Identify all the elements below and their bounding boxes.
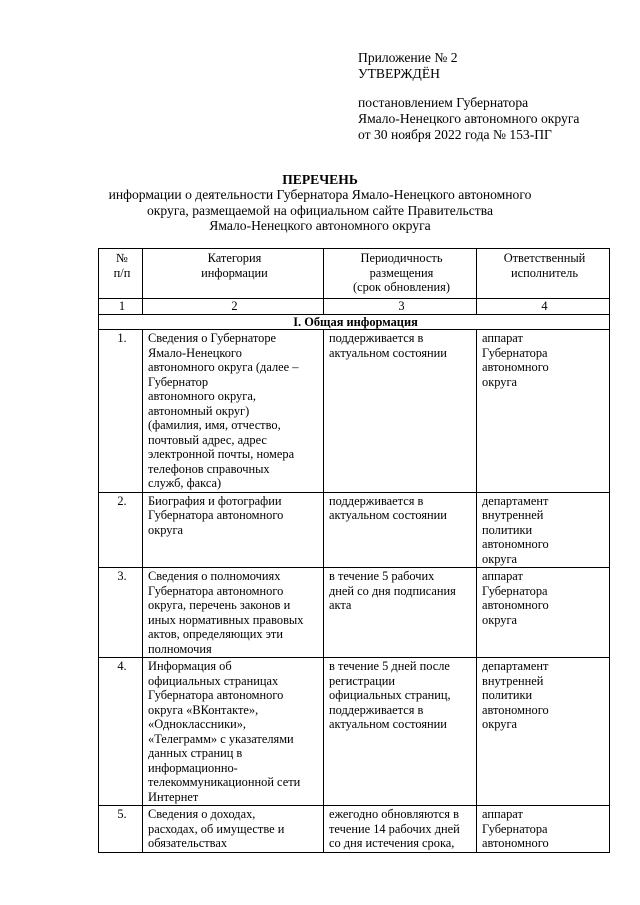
row-category [143,658,324,806]
column-index: 3 [324,299,477,315]
column-index: 4 [477,299,610,315]
cell-line: округа [482,612,518,627]
cell-line: политики [482,522,533,537]
cell-line: Сведения о Губернаторе [148,331,277,345]
cell-line: Губернатора автономного [148,583,284,598]
row-number: 5. [99,806,143,853]
cell-line: автономного [482,598,549,612]
cell-line: Ямало-Ненецкого [148,345,242,360]
cell-line: аппарат [482,807,523,821]
subtitle-line-1: информации о деятельности Губернатора Ямало-Ненецкого автономного [108,187,532,202]
row-executor [477,658,610,806]
cell-line: департамент [482,493,549,508]
cell-line: округа [148,522,184,537]
approved-label: УТВЕРЖДЁН [358,66,440,81]
cell-line: официальных страниц, [329,688,451,702]
cell-line: поддерживается в [329,331,424,345]
cell-line: ежегодно обновляются в [329,807,459,821]
row-executor [477,492,610,568]
row-period [324,568,477,658]
cell-line: акта [329,598,352,612]
cell-line: автономного округа (далее – [148,360,299,374]
section-row [99,314,610,330]
cell-line: внутренней [482,508,544,522]
cell-line: полномочия [148,641,212,656]
cell-line: данных страниц в [148,746,243,760]
spacer [358,82,579,95]
cell-line: актуальном состоянии [329,345,447,360]
row-period [324,330,477,493]
document-subtitle [40,187,600,234]
header-category: Категория информации [143,249,324,299]
cell-line: округа «ВКонтакте», [148,702,259,717]
row-category [143,806,324,853]
cell-line: электронной почты, номера [148,447,295,461]
cell-line: поддерживается в [329,493,424,508]
header-period: Периодичность размещения (срок обновления) [324,249,477,299]
cell-line: телефонов справочных [148,461,270,476]
cell-line: дней со дня подписания [329,583,456,598]
decree-line-3: от 30 ноября 2022 года № 153-ПГ [358,127,552,142]
cell-line: Сведения о доходах, [148,807,256,821]
cell-line: течение 14 рабочих дней [329,821,460,836]
header-number: № п/п [99,249,143,299]
cell-line: телекоммуникационной сети [148,775,301,789]
table-header-row [99,249,610,299]
row-period [324,492,477,568]
appendix-number: Приложение № 2 [358,50,458,65]
cell-line: Губернатора [482,583,548,598]
decree-line-2: Ямало-Ненецкого автономного округа [358,111,580,126]
cell-line: Губернатора автономного [148,688,284,702]
cell-line: департамент [482,659,549,673]
cell-line: Интернет [148,789,199,804]
cell-line: автономного [482,360,549,374]
column-index: 1 [99,299,143,315]
row-number: 3. [99,568,143,658]
row-category [143,492,324,568]
cell-line: автономный округ) [148,403,250,418]
cell-line: обязательствах [148,836,228,850]
cell-line: округа [482,374,518,389]
cell-line: автономного [482,537,549,551]
cell-line: автономного [482,836,549,850]
cell-line: внутренней [482,673,544,688]
cell-line: Биография и фотографии [148,493,282,508]
cell-line: автономного [482,702,549,717]
cell-line: актуальном состоянии [329,508,447,522]
cell-line: в течение 5 дней после [329,659,450,673]
cell-line: Губернатора [482,345,548,360]
header-executor: Ответственный исполнитель [477,249,610,299]
row-number: 4. [99,658,143,806]
cell-line: актуальном состоянии [329,717,447,731]
cell-line: Губернатор [148,374,209,389]
cell-line: Сведения о полномочиях [148,569,281,583]
cell-line: аппарат [482,331,523,345]
cell-line: со дня истечения срока, [329,836,455,850]
column-index-row [99,299,610,315]
table-row [99,658,610,806]
cell-line: регистрации [329,673,396,688]
subtitle-line-3: Ямало-Ненецкого автономного округа [209,218,431,233]
info-table [98,248,610,853]
subtitle-line-2: округа, размещаемой на официальном сайте Правительства [147,202,493,218]
table-row [99,330,610,493]
cell-line: округа [482,551,518,566]
cell-line: «Одноклассники», [148,717,247,731]
column-index: 2 [143,299,324,315]
row-executor [477,330,610,493]
table-row [99,568,610,658]
row-number: 1. [99,330,143,493]
cell-line: информационно- [148,760,238,775]
cell-line: иных нормативных правовых [148,612,304,627]
row-period [324,658,477,806]
cell-line: округа [482,717,518,731]
row-number: 2. [99,492,143,568]
cell-line: официальных страницах [148,673,279,688]
cell-line: почтовый адрес, адрес [148,432,267,447]
row-executor [477,806,610,853]
cell-line: автономного округа, [148,389,256,403]
cell-line: служб, факса) [148,476,222,490]
cell-line: Губернатора [482,821,548,836]
cell-line: (фамилия, имя, отчество, [148,418,281,432]
cell-line: Информация об [148,659,232,673]
row-category [143,330,324,493]
row-category [143,568,324,658]
cell-line: политики [482,688,533,702]
cell-line: расходах, об имуществе и [148,821,285,836]
cell-line: актов, определяющих эти [148,627,283,641]
cell-line: «Телеграмм» с указателями [148,731,294,746]
cell-line: поддерживается в [329,702,424,717]
table-row [99,492,610,568]
appendix-block [358,50,579,143]
row-executor [477,568,610,658]
cell-line: Губернатора автономного [148,508,284,522]
cell-line: округа, перечень законов и [148,598,291,612]
decree-line-1: постановлением Губернатора [358,95,529,110]
document-title: ПЕРЕЧЕНЬ [282,172,358,187]
section-heading: I. Общая информация [99,314,610,330]
table-row [99,806,610,853]
cell-line: в течение 5 рабочих [329,569,435,583]
row-period [324,806,477,853]
cell-line: аппарат [482,569,523,583]
